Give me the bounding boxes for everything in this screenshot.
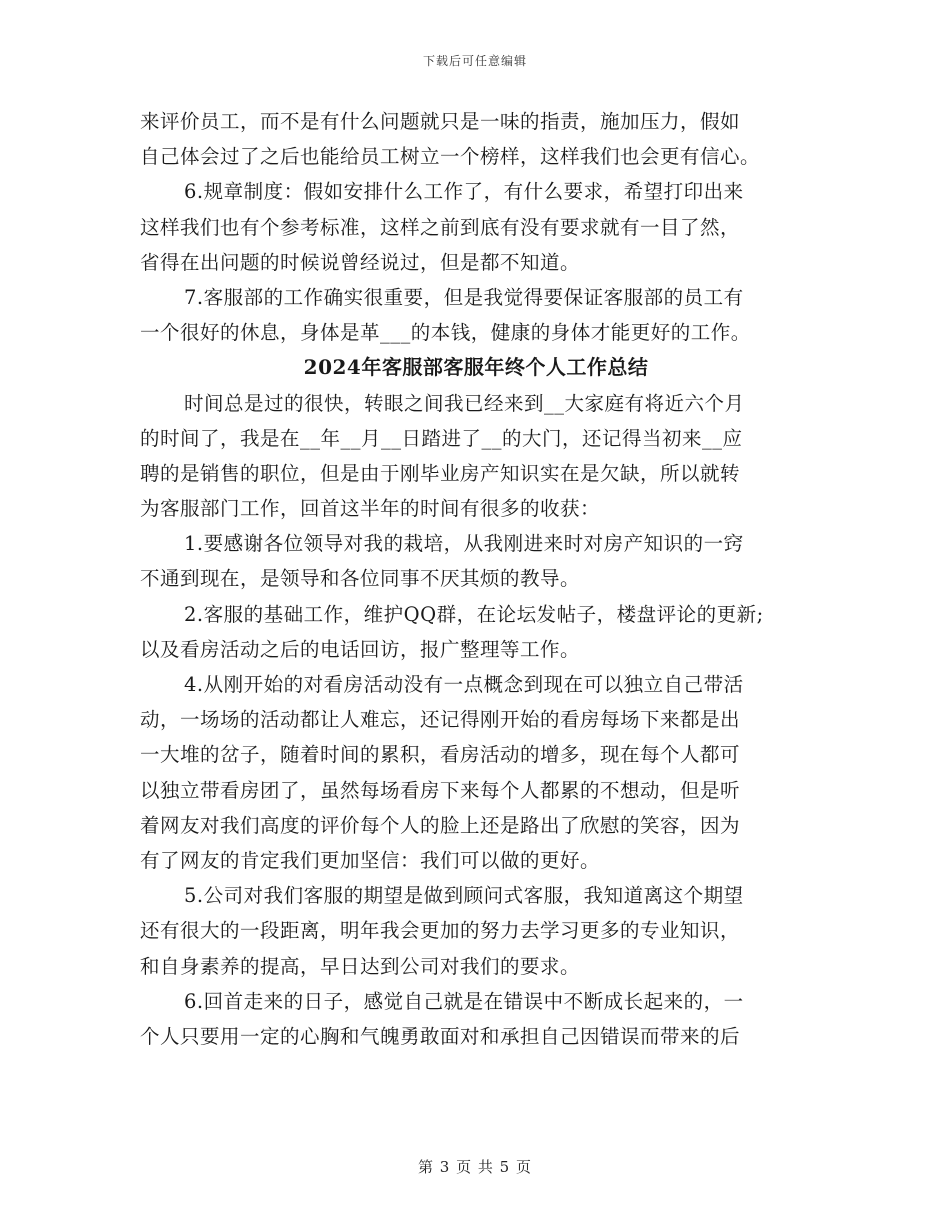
document-body xyxy=(140,104,812,1054)
text-line: 2.客服的基础工作，维护QQ群，在论坛发帖子，楼盘评论的更新; xyxy=(184,602,764,626)
text-line: 的时间了，我是在__年__月__日踏进了__的大门，还记得当初来__应 xyxy=(140,426,743,450)
text-line: 着网友对我们高度的评价每个人的脸上还是路出了欣慰的笑容，因为 xyxy=(140,813,741,837)
text-line: 不通到现在，是领导和各位同事不厌其烦的教导。 xyxy=(140,567,581,591)
page-header: 下载后可任意编辑 xyxy=(422,54,527,68)
section-title: 2024年客服部客服年终个人工作总结 xyxy=(303,355,649,380)
text-line: 省得在出问题的时候说曾经说过，但是都不知道。 xyxy=(140,250,581,274)
text-line: 来评价员工，而不是有什么问题就只是一味的指责，施加压力，假如 xyxy=(140,110,741,133)
text-line: 动，一场场的活动都让人难忘，还记得刚开始的看房每场下来都是出 xyxy=(140,708,741,732)
text-line: 为客服部门工作，回首这半年的时间有很多的收获： xyxy=(140,497,601,521)
text-line: 时间总是过的很快，转眼之间我已经来到__大家庭有将近六个月 xyxy=(184,391,745,415)
page-footer: 第 3 页 共 5 页 xyxy=(418,1158,532,1176)
text-line: 以独立带看房团了，虽然每场看房下来每个人都累的不想动，但是听 xyxy=(140,778,741,802)
text-line: 6.回首走来的日子，感觉自己就是在错误中不断成长起来的，一 xyxy=(184,989,744,1013)
text-line: 一大堆的岔子，随着时间的累积，看房活动的增多，现在每个人都可 xyxy=(140,743,741,767)
text-line: 5.公司对我们客服的期望是做到顾问式客服，我知道离这个期望 xyxy=(184,884,744,908)
text-line: 这样我们也有个参考标准，这样之前到底有没有要求就有一目了然， xyxy=(140,215,741,239)
text-line: 还有很大的一段距离，明年我会更加的努力去学习更多的专业知识， xyxy=(140,919,741,943)
text-line: 聘的是销售的职位，但是由于刚毕业房产知识实在是欠缺，所以就转 xyxy=(140,461,741,485)
text-line: 以及看房活动之后的电话回访，报广整理等工作。 xyxy=(140,637,581,661)
text-line: 7.客服部的工作确实很重要，但是我觉得要保证客服部的员工有 xyxy=(184,285,744,309)
text-line: 4.从刚开始的对看房活动没有一点概念到现在可以独立自己带活 xyxy=(184,673,744,696)
text-line: 6.规章制度：假如安排什么工作了，有什么要求，希望打印出来 xyxy=(184,180,744,204)
text-line: 个人只要用一定的心胸和气魄勇敢面对和承担自己因错误而带来的后 xyxy=(140,1024,741,1048)
text-line: 有了网友的肯定我们更加坚信：我们可以做的更好。 xyxy=(140,848,601,872)
text-line: 和自身素养的提高，早日达到公司对我们的要求。 xyxy=(140,954,581,978)
text-line: 一个很好的休息，身体是革___的本钱，健康的身体才能更好的工作。 xyxy=(140,321,751,345)
text-line: 自己体会过了之后也能给员工树立一个榜样，这样我们也会更有信心。 xyxy=(140,145,761,169)
text-line: 1.要感谢各位领导对我的栽培，从我刚进来时对房产知识的一窍 xyxy=(184,532,744,556)
